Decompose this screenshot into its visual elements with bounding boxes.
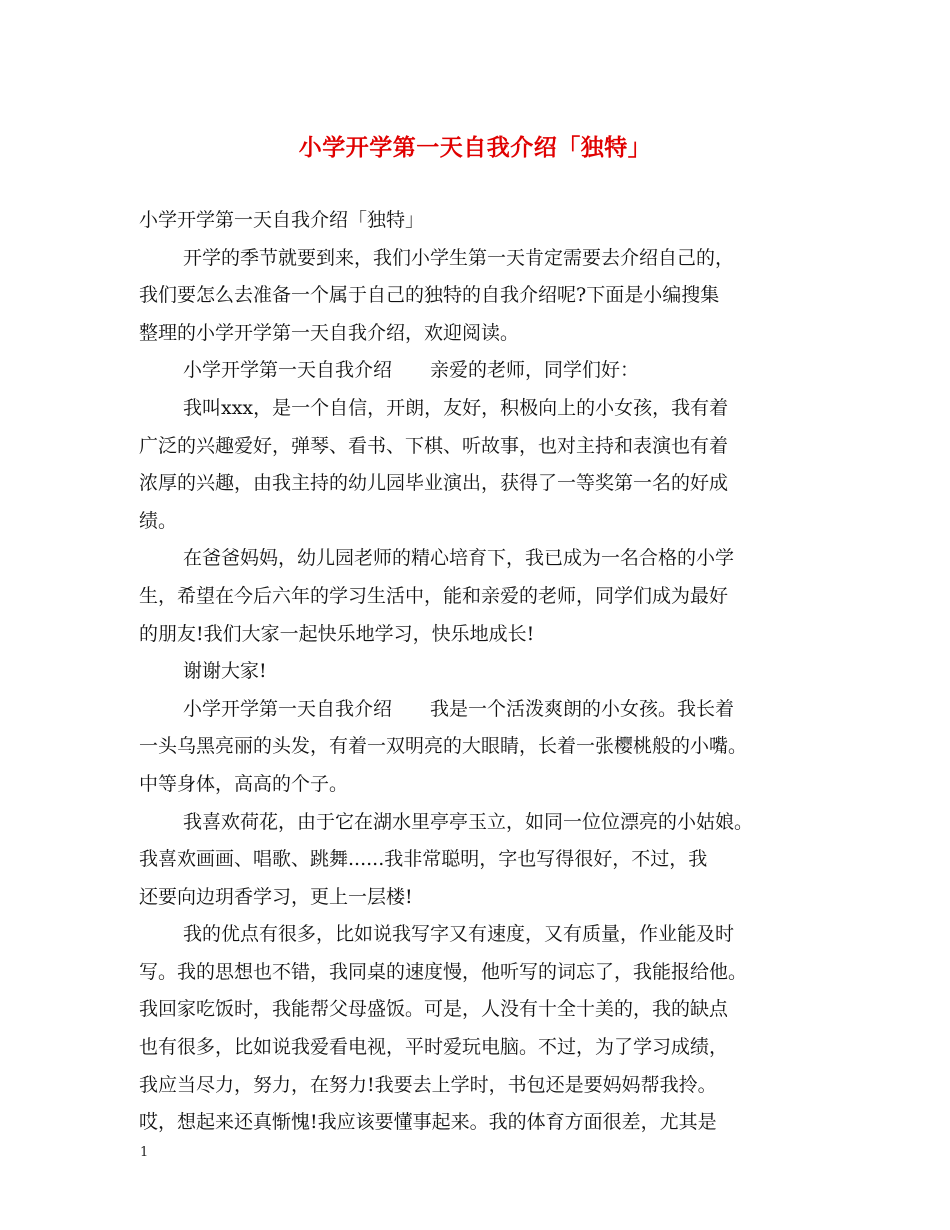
text-line: 浓厚的兴趣，由我主持的幼儿园毕业演出，获得了一等奖第一名的好成 — [139, 472, 729, 495]
text-line: 我喜欢荷花，由于它在湖水里亭亭玉立，如同一位位漂亮的小姑娘。 — [183, 810, 754, 833]
text-line: 绩。 — [139, 509, 178, 532]
text-line: 我叫xxx，是一个自信，开朗，友好，积极向上的小女孩，我有着 — [183, 396, 729, 419]
text-line: 我喜欢画画、唱歌、跳舞......我非常聪明，字也写得很好，不过，我 — [139, 848, 708, 871]
text-line: 我应当尽力，努力，在努力!我要去上学时，书包还是要妈妈帮我拎。 — [139, 1073, 717, 1096]
text-line: 在爸爸妈妈，幼儿园老师的精心培育下，我已成为一名合格的小学 — [183, 547, 735, 570]
page-number: 1 — [140, 1145, 149, 1160]
text-line: 哎，想起来还真惭愧!我应该要懂事起来。我的体育方面很差，尤其是 — [139, 1111, 717, 1134]
text-line: 我们要怎么去准备一个属于自己的独特的自我介绍呢?下面是小编搜集 — [139, 284, 720, 307]
document-body — [139, 202, 815, 1142]
text-line: 整理的小学开学第一天自我介绍，欢迎阅读。 — [139, 321, 520, 344]
text-line: 中等身体，高高的个子。 — [139, 772, 349, 795]
text-line: 一头乌黑亮丽的头发，有着一双明亮的大眼睛，长着一张樱桃般的小嘴。 — [139, 735, 748, 758]
text-line: 还要向边玥香学习，更上一层楼! — [139, 885, 413, 908]
text-line: 谢谢大家! — [183, 660, 267, 683]
text-line: 小学开学第一天自我介绍 亲爱的老师，同学们好： — [183, 359, 640, 382]
text-line: 也有很多，比如说我爱看电视，平时爱玩电脑。不过，为了学习成绩， — [139, 1036, 729, 1059]
text-line: 我回家吃饭时，我能帮父母盛饭。可是，人没有十全十美的，我的缺点 — [139, 998, 729, 1021]
text-line: 写。我的思想也不错，我同桌的速度慢，他听写的词忘了，我能报给他。 — [139, 960, 748, 983]
text-line: 开学的季节就要到来，我们小学生第一天肯定需要去介绍自己的， — [183, 246, 735, 269]
text-line: 小学开学第一天自我介绍「独特」 — [139, 209, 425, 231]
text-line: 小学开学第一天自我介绍 我是一个活泼爽朗的小女孩。我长着 — [183, 697, 735, 720]
text-line: 生，希望在今后六年的学习生活中，能和亲爱的老师，同学们成为最好 — [139, 584, 729, 607]
text-line: 广泛的兴趣爱好，弹琴、看书、下棋、听故事，也对主持和表演也有着 — [139, 434, 729, 457]
text-line: 我的优点有很多，比如说我写字又有速度，又有质量，作业能及时 — [183, 923, 735, 946]
text-line: 的朋友!我们大家一起快乐地学习，快乐地成长! — [139, 622, 535, 645]
document-title: 小学开学第一天自我介绍「独特」 — [298, 134, 652, 161]
